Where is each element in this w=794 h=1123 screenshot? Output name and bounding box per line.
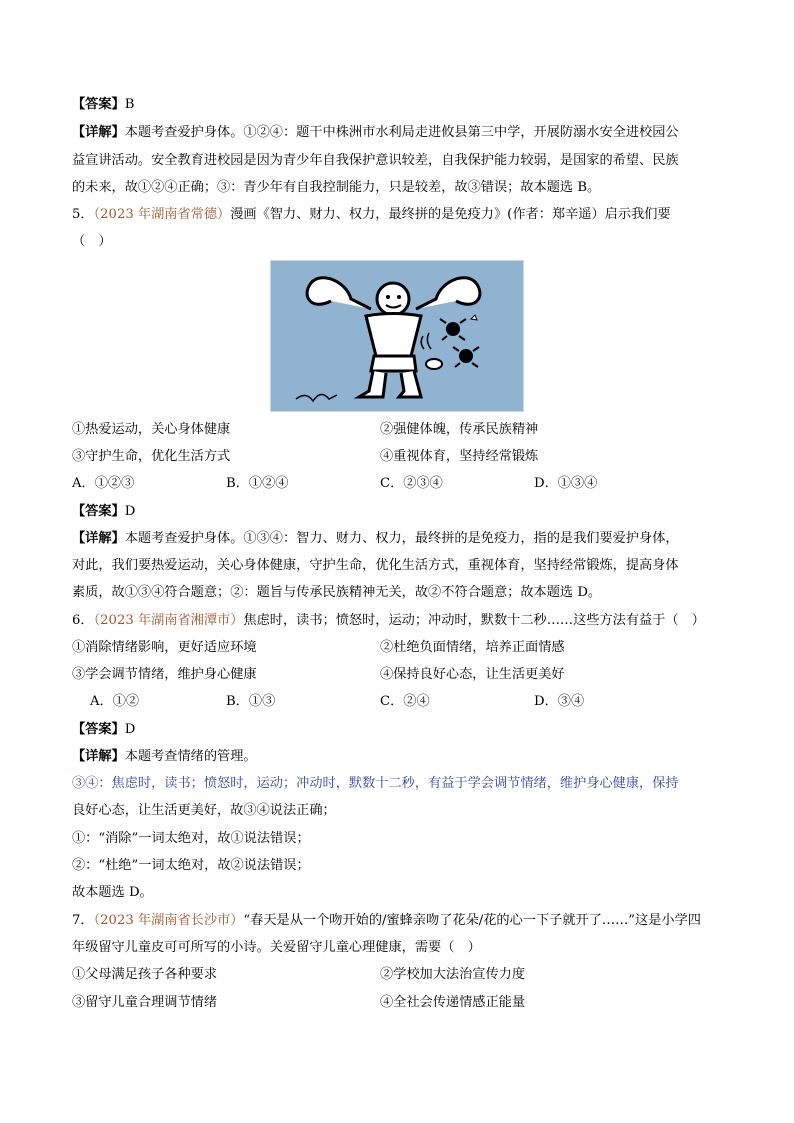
q4-detail-line-2: 益宣讲活动。安全教育进校园是因为青少年自我保护意识较差，自我保护能力较弱，是国家的希望、民族 — [72, 153, 679, 168]
q5-paren: （ ） — [72, 234, 112, 249]
q5-choice-c: C．②③④ — [380, 476, 443, 491]
q6-option-3: ③学会调节情绪，维护身心健康 — [72, 667, 257, 682]
q7-option-2: ②学校加大法治宣传力度 — [380, 967, 526, 982]
q5-answer-line: 【答案】D — [72, 504, 136, 519]
q5-stem: 5．（2023 年湖南省常德）漫画《智力、财力、权力，最终拼的是免疫力》(作者：郑辛遥）启示我们要 — [72, 207, 671, 222]
q7-option-3: ③留守儿童合理调节情绪 — [72, 995, 218, 1010]
q6-detail-line-2: 良好心态，让生活更美好，故③④说法正确； — [72, 803, 336, 818]
q6-answer-line: 【答案】D — [72, 722, 136, 737]
q4-detail-line-1: 【详解】本题考查爱护身体。①②④：题干中株洲市水利局走进攸县第三中学，开展防溺水安全进校园公 — [72, 125, 679, 140]
q6-detail-line-3: ①：“消除”一词太绝对，故①说法错误； — [72, 831, 310, 846]
q7-stem-1: 7．（2023 年湖南省长沙市）“春天是从一个吻开始的/蜜蜂亲吻了花朵/花的心一下子就开了……”这是小学四 — [72, 913, 701, 928]
q6-option-2: ②杜绝负面情绪，培养正面情感 — [380, 640, 565, 655]
q5-choice-b: B．①②④ — [226, 476, 289, 491]
q6-detail-line-5: 故本题选 D。 — [72, 885, 153, 900]
q5-detail-line-2: 对此，我们要热爱运动，关心身体健康，守护生命，优化生活方式，重视体育，坚持经常锻炼，提高身体 — [72, 558, 679, 573]
q6-option-4: ④保持良好心态，让生活更美好 — [380, 667, 565, 682]
q7-option-4: ④全社会传递情感正能量 — [380, 995, 526, 1010]
q6-detail-line-1: 【详解】本题考查情绪的管理。 — [72, 749, 257, 764]
q6-choice-b: B．①③ — [226, 694, 276, 709]
q6-detail-highlight: ③④：焦虑时，读书；愤怒时，运动；冲动时，默数十二秒，有益于学会调节情绪，维护身心健康，保持 — [72, 776, 679, 791]
q5-detail-line-3: 素质，故①③④符合题意；②：题旨与传承民族精神无关，故②不符合题意；故本题选 D。 — [72, 585, 602, 600]
q5-option-4: ④重视体育，坚持经常锻炼 — [380, 449, 539, 464]
q5-choice-a: A．①②③ — [72, 476, 135, 491]
q6-option-1: ①消除情绪影响，更好适应环境 — [72, 640, 257, 655]
q7-option-1: ①父母满足孩子各种要求 — [72, 967, 218, 982]
q5-detail-line-1: 【详解】本题考查爱护身体。①③④：智力、财力、权力，最终拼的是免疫力，指的是我们要爱护身体， — [72, 531, 679, 546]
q4-answer-line: 【答案】B — [72, 97, 135, 112]
q6-choice-a: A．①② — [90, 694, 140, 709]
cartoon-figure — [270, 260, 524, 412]
q6-choice-d: D．③④ — [534, 694, 585, 709]
q7-stem-2: 年级留守儿童皮可可所写的小诗。关爱留守儿童心理健康，需要（ ） — [72, 940, 481, 955]
q6-stem: 6．（2023 年湖南省湘潭市）焦虑时，读书；愤怒时，运动；冲动时，默数十二秒……这些方法有益于（ ） — [72, 613, 705, 628]
q6-detail-line-4: ②：“杜绝”一词太绝对，故②说法错误； — [72, 858, 310, 873]
q5-option-1: ①热爱运动，关心身体健康 — [72, 422, 231, 437]
cartoon-strongman-illustration — [271, 261, 523, 411]
q4-detail-line-3: 的未来，故①②④正确；③：青少年有自我控制能力，只是较差，故③错误；故本题选 B。 — [72, 180, 601, 195]
q6-choice-c: C．②④ — [380, 694, 430, 709]
q5-option-3: ③守护生命，优化生活方式 — [72, 449, 231, 464]
q5-option-2: ②强健体魄，传承民族精神 — [380, 422, 539, 437]
q5-choice-d: D．①③④ — [534, 476, 598, 491]
